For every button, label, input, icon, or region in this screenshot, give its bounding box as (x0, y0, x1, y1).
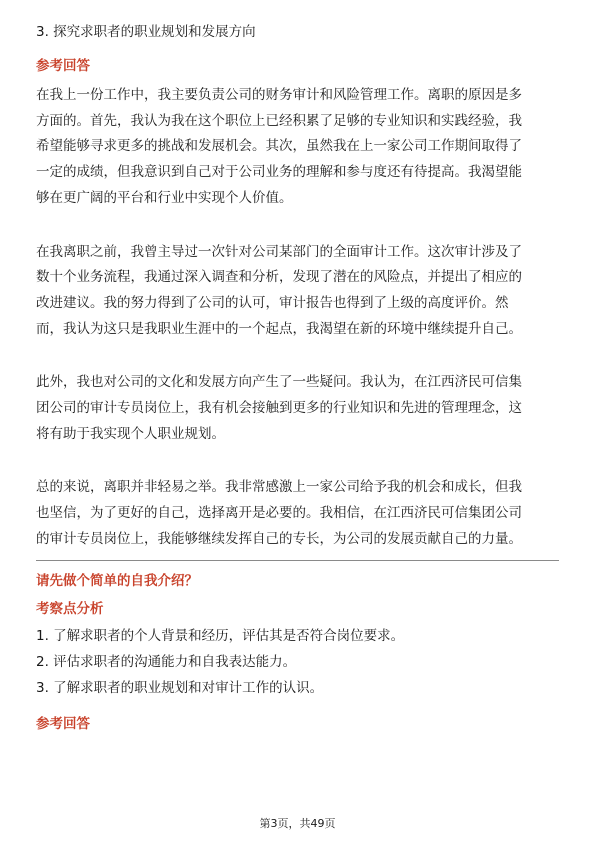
paragraph-line: 够在更广阔的平台和行业中实现个人价值。 (36, 189, 293, 206)
analysis-label: 考察点分析 (36, 600, 104, 617)
paragraph-line: 在我离职之前，我曾主导过一次针对公司某部门的全面审计工作。这次审计涉及了 (36, 243, 522, 260)
paragraph-line: 一定的成绩，但我意识到自己对于公司业务的理解和参与度还有待提高。我渴望能 (36, 164, 522, 181)
paragraph-line: 的审计专员岗位上，我能够继续发挥自己的专长，为公司的发展贡献自己的力量。 (36, 530, 522, 547)
paragraph-line: 在我上一份工作中，我主要负责公司的财务审计和风险管理工作。离职的原因是多 (36, 87, 522, 103)
paragraph-line: 此外，我也对公司的文化和发展方向产生了一些疑问。我认为，在江西济民可信集 (36, 374, 522, 391)
answer-paragraph-4 (36, 475, 559, 552)
reference-answer-label: 参考回答 (36, 58, 90, 74)
section-heading: 3. 探究求职者的职业规划和发展方向 (36, 24, 256, 40)
analysis-item: 1. 了解求职者的个人背景和经历，评估其是否符合岗位要求。 (36, 627, 405, 644)
paragraph-line: 希望能够寻求更多的挑战和发展机会。其次，虽然我在上一家公司工作期间取得了 (36, 138, 522, 155)
reference-answer-label: 参考回答 (36, 715, 90, 732)
paragraph-line: 将有助于我实现个人职业规划。 (36, 425, 225, 442)
paragraph-gap (36, 212, 559, 240)
question-heading: 请先做个简单的自我介绍？ (36, 572, 198, 589)
paragraph-line: 方面的。首先，我认为我在这个职位上已经积累了足够的专业知识和实践经验，我 (36, 112, 522, 129)
analysis-item: 3. 了解求职者的职业规划和对审计工作的认识。 (36, 679, 324, 696)
paragraph-gap (36, 342, 559, 370)
paragraph-line: 也坚信，为了更好的自己，选择离开是必要的。我相信，在江西济民可信集团公司 (36, 505, 522, 522)
analysis-item: 2. 评估求职者的沟通能力和自我表达能力。 (36, 653, 297, 670)
paragraph-line: 团公司的审计专员岗位上，我有机会接触到更多的行业知识和先进的管理理念，这 (36, 400, 522, 417)
page-content (36, 22, 559, 741)
answer-paragraph-3 (36, 370, 559, 447)
answer-paragraph-1 (36, 83, 559, 212)
paragraph-gap (36, 447, 559, 475)
paragraph-line: 改进建议。我的努力得到了公司的认可，审计报告也得到了上级的高度评价。然 (36, 294, 509, 311)
answer-paragraph-2 (36, 240, 559, 343)
paragraph-line: 数十个业务流程，我通过深入调查和分析，发现了潜在的风险点，并提出了相应的 (36, 269, 522, 286)
page-footer: 第3页，共49页 (259, 817, 336, 830)
paragraph-line: 总的来说，离职并非轻易之举。我非常感激上一家公司给予我的机会和成长，但我 (36, 479, 522, 496)
paragraph-line: 而，我认为这只是我职业生涯中的一个起点，我渴望在新的环境中继续提升自己。 (36, 320, 522, 337)
section-divider (36, 560, 559, 561)
